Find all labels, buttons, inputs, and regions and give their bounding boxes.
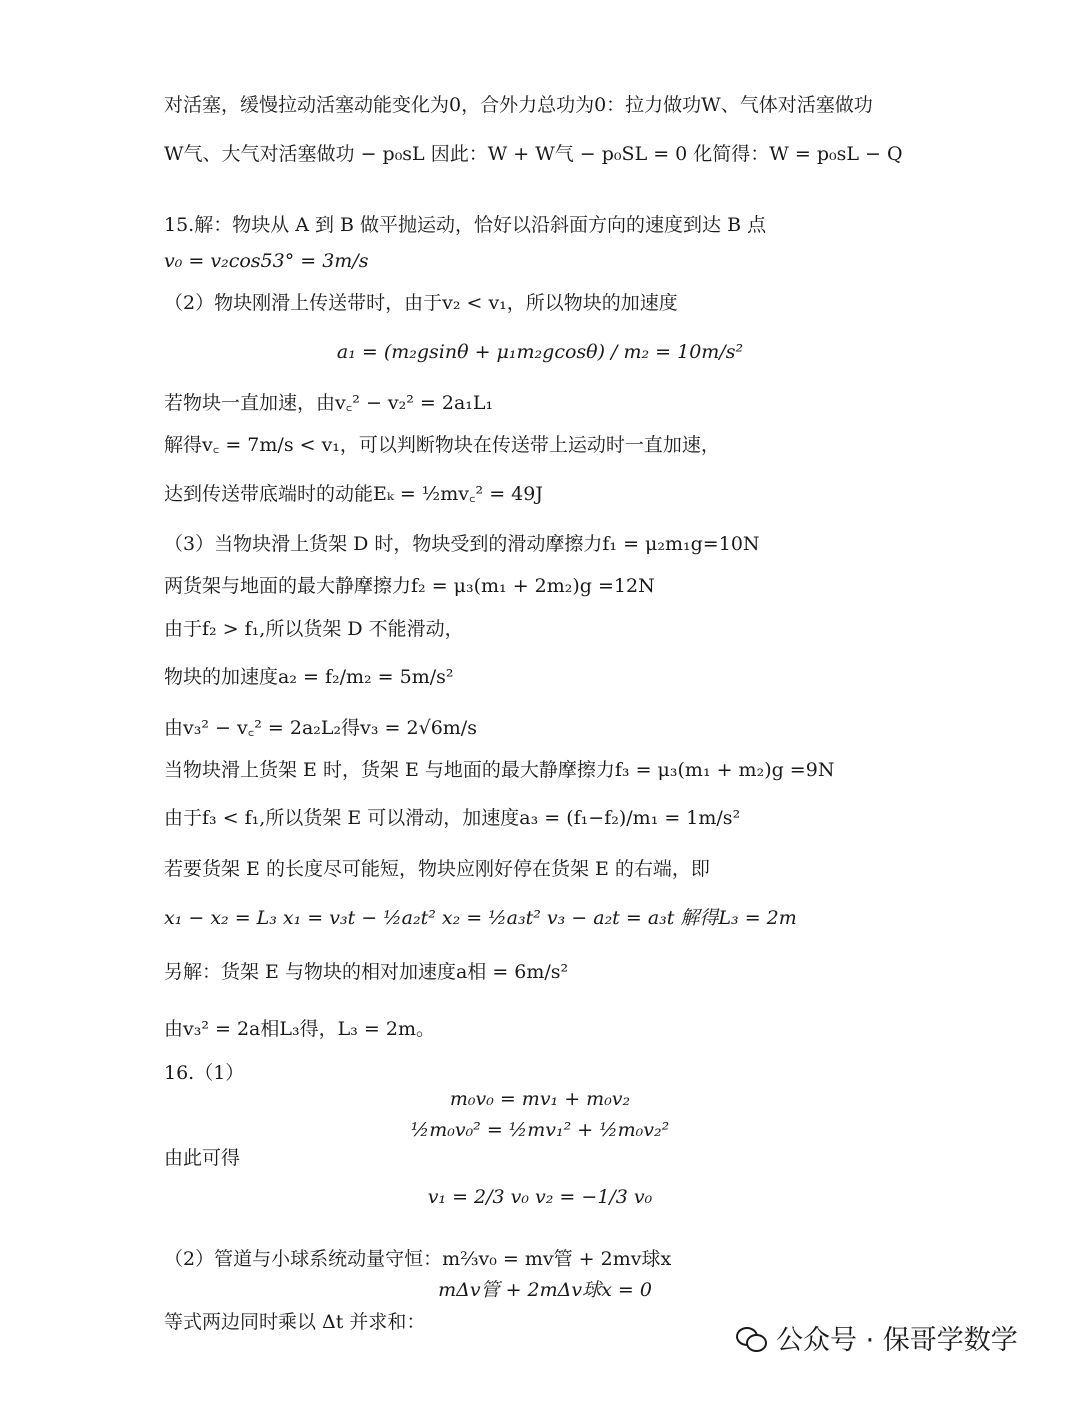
text-line-1: 对活塞，缓慢拉动活塞动能变化为0，合外力总功为0：拉力做功W、气体对活塞做功: [164, 94, 873, 116]
text-line-7: 若物块一直加速，由v꜀² − v₂² = 2a₁L₁: [164, 392, 494, 414]
text-line-19: 另解：货架 E 与物块的相对加速度a相 = 6m/s²: [164, 961, 569, 983]
formula-momentum: m₀v₀ = mv₁ + m₀v₂: [449, 1088, 631, 1110]
text-line-3: 15.解：物块从 A 到 B 做平抛运动，恰好以沿斜面方向的速度到达 B 点: [164, 214, 767, 236]
text-line-5: （2）物块刚滑上传送带时，由于v₂ < v₁，所以物块的加速度: [164, 292, 678, 314]
text-line-9: 达到传送带底端时的动能Eₖ = ½mv꜀² = 49J: [164, 483, 543, 505]
text-line-16: 由于f₃ < f₁,所以货架 E 可以滑动，加速度a₃ = (f₁−f₂)/m₁ = 1m/s²: [164, 807, 741, 829]
text-line-11: 两货架与地面的最大静摩擦力f₂ = μ₃(m₁ + 2m₂)g =12N: [164, 575, 655, 597]
wechat-icon: [736, 1325, 766, 1351]
text-line-17: 若要货架 E 的长度尽可能短，物块应刚好停在货架 E 的右端，即: [164, 858, 710, 880]
watermark: [736, 1318, 1018, 1357]
text-line-13: 物块的加速度a₂ = f₂/m₂ = 5m/s²: [164, 666, 454, 688]
formula-momentum-change: mΔv管 + 2mΔv球x = 0: [438, 1279, 652, 1301]
text-line-21: 16.（1）: [164, 1062, 245, 1084]
formula-energy: ½m₀v₀² = ½mv₁² + ½m₀v₂²: [410, 1119, 670, 1141]
text-line-15: 当物块滑上货架 E 时，货架 E 与地面的最大静摩擦力f₃ = μ₃(m₁ + m₂)g =9N: [164, 759, 835, 781]
text-line-2: W气、大气对活塞做功 − p₀sL 因此：W + W气 − p₀SL = 0 化简得：W = p₀sL − Q: [164, 143, 903, 165]
text-line-10: （3）当物块滑上货架 D 时，物块受到的滑动摩擦力f₁ = μ₂m₁g=10N: [164, 533, 760, 555]
watermark-text: 公众号 · 保哥学数学: [776, 1325, 1018, 1356]
text-line-28: 等式两边同时乘以 Δt 并求和：: [164, 1311, 426, 1333]
formula-velocities: v₁ = 2/3 v₀ v₂ = −1/3 v₀: [427, 1186, 653, 1208]
text-line-24: 由此可得: [164, 1147, 241, 1169]
text-line-4: v₀ = v₂cos53° = 3m/s: [164, 250, 369, 272]
formula-acceleration-1: a₁ = (m₂gsinθ + μ₁m₂gcosθ) / m₂ = 10m/s²: [336, 341, 744, 363]
text-line-12: 由于f₂ > f₁,所以货架 D 不能滑动，: [164, 618, 464, 640]
text-line-18: x₁ − x₂ = L₃ x₁ = v₃t − ½a₂t² x₂ = ½a₃t² v₃ − a₂t = a₃t 解得L₃ = 2m: [164, 907, 797, 929]
text-line-14: 由v₃² − v꜀² = 2a₂L₂得v₃ = 2√6m/s: [164, 717, 477, 739]
text-line-26: （2）管道与小球系统动量守恒：m⅔v₀ = mv管 + 2mv球x: [164, 1248, 672, 1270]
text-line-20: 由v₃² = 2a相L₃得，L₃ = 2m。: [164, 1018, 435, 1040]
text-line-8: 解得v꜀ = 7m/s < v₁，可以判断物块在传送带上运动时一直加速，: [164, 434, 720, 456]
